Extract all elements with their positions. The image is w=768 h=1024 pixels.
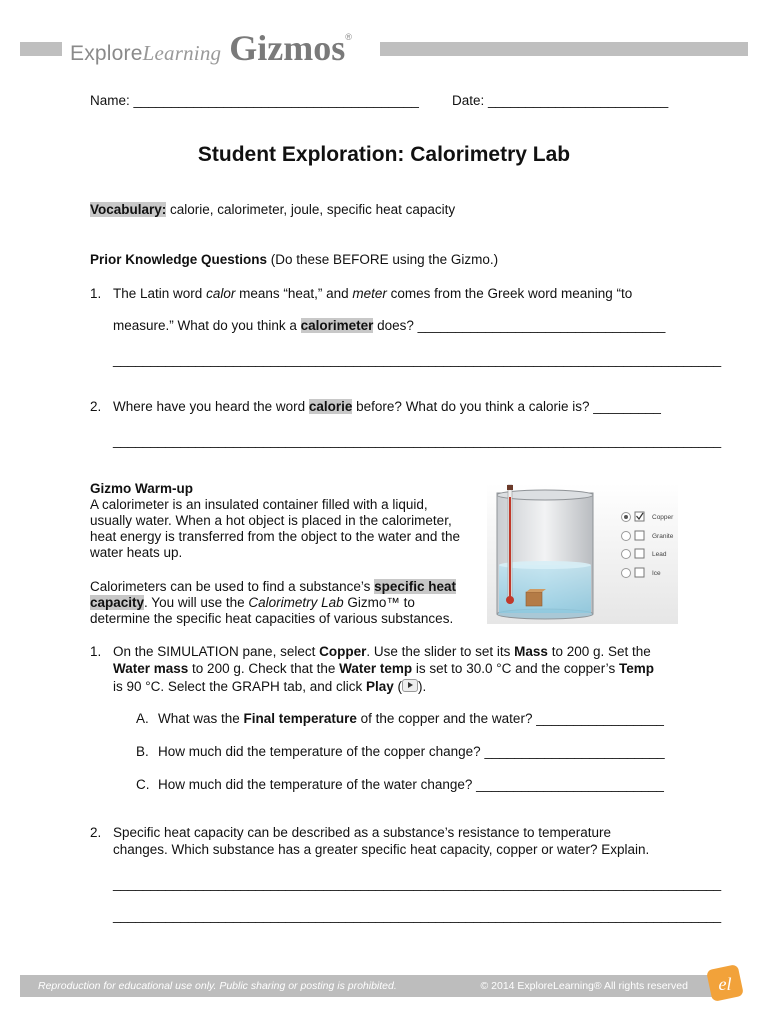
activity-q1c-label: C.: [136, 777, 150, 792]
option-ice: Ice: [652, 570, 661, 577]
prior-knowledge-note: (Do these BEFORE using the Gizmo.): [267, 252, 499, 267]
pk-q1-number: 1.: [90, 286, 102, 301]
svg-text:el: el: [718, 974, 732, 994]
footer-disclaimer: Reproduction for educational use only. Public sharing or posting is prohibited.: [38, 980, 397, 992]
date-label: Date:: [452, 93, 485, 108]
play-icon: [402, 679, 418, 692]
brand-gizmos: Gizmos: [229, 28, 346, 68]
activity-q2-line2: changes. Which substance has a greater specific heat capacity, copper or water? Explain.: [113, 842, 650, 857]
pk-q1-line2: measure.” What do you think a calorimeter does? _________________________________: [113, 318, 666, 333]
radio-granite: [622, 532, 631, 541]
brand-learning: Learning: [142, 41, 222, 65]
checkbox-ice: [635, 568, 644, 577]
brand-registered: ®: [345, 32, 352, 42]
activity-q1a-label: A.: [136, 711, 149, 726]
name-label: Name:: [90, 93, 130, 108]
activity-q1-line1: On the SIMULATION pane, select Copper. Use the slider to set its Mass to 200 g. Set the: [113, 644, 651, 659]
calorimeter-simulation-image: [487, 483, 678, 624]
header-bar-right: [380, 42, 748, 56]
activity-q1-number: 1.: [90, 644, 102, 659]
header-bar-left: [20, 42, 62, 56]
activity-q1c-text[interactable]: How much did the temperature of the water change? _________________________: [158, 777, 664, 792]
pk-q2-number: 2.: [90, 399, 102, 414]
brand-explore: Explore: [70, 42, 143, 65]
gizmos-logo: [70, 26, 352, 66]
warmup-paragraph-1: A calorimeter is an insulated container filled with a liquid, usually water. When a hot object is placed in the calorimeter, heat energy is transferred from the object to the water and the water heats up.: [90, 497, 460, 560]
radio-lead: [622, 550, 631, 559]
checkbox-lead: [635, 549, 644, 558]
date-line: ________________________: [488, 93, 669, 108]
activity-q1-line3: is 90 °C. Select the GRAPH tab, and click Play ( ).: [113, 679, 427, 694]
explorelearning-logo-icon: [704, 962, 746, 1004]
thermometer-mercury: [509, 497, 511, 597]
vocabulary-label: Vocabulary:: [90, 202, 167, 217]
footer-bar: [20, 975, 726, 997]
checkbox-granite: [635, 531, 644, 540]
pk-q2-line1: Where have you heard the word calorie before? What do you think a calorie is? _________: [113, 399, 661, 414]
activity-q1b-label: B.: [136, 744, 149, 759]
water-surface: [499, 561, 591, 569]
activity-q1b-text[interactable]: How much did the temperature of the copper change? ________________________: [158, 744, 665, 759]
activity-q2-number: 2.: [90, 825, 102, 840]
copper-block: [526, 592, 542, 606]
option-copper: Copper: [652, 514, 674, 521]
vocabulary-terms: calorie, calorimeter, joule, specific heat capacity: [166, 202, 456, 217]
pk-q1-line1: The Latin word calor means “heat,” and meter comes from the Greek word meaning “to: [113, 286, 633, 301]
warmup-heading: Gizmo Warm-up: [90, 481, 193, 496]
radio-ice: [622, 569, 631, 578]
term-specific-heat: specific heat: [374, 579, 456, 594]
activity-q2-answer-line-1[interactable]: _________________________________________________________________________________: [113, 876, 722, 891]
prior-knowledge-heading: [90, 252, 498, 268]
term-calorie: calorie: [308, 399, 353, 414]
term-capacity: capacity: [90, 595, 145, 610]
thermometer-cap: [507, 485, 513, 490]
warmup-paragraph-2: Calorimeters can be used to find a substance’s specific heat capacity. You will use the Calorimetry Lab Gizmo™ to determine the specific heat capacities of various substances.: [90, 579, 456, 626]
name-field[interactable]: [90, 93, 419, 109]
vocabulary-line: [90, 202, 455, 218]
pk-q1-answer-line[interactable]: _________________________________________________________________________________: [113, 352, 722, 367]
activity-q1-line2: Water mass to 200 g. Check that the Water temp is set to 30.0 °C and the copper’s Temp: [113, 661, 654, 676]
prior-knowledge-title: Prior Knowledge Questions: [90, 252, 268, 267]
activity-q2-line1: Specific heat capacity can be described as a substance’s resistance to temperature: [113, 825, 612, 840]
option-lead: Lead: [652, 551, 667, 558]
thermometer-bulb: [506, 596, 514, 604]
term-calorimeter: calorimeter: [300, 318, 374, 333]
footer-copyright: © 2014 ExploreLearning® All rights reserved: [480, 980, 688, 992]
activity-q2-answer-line-2[interactable]: _________________________________________________________________________________: [113, 908, 722, 923]
page-title: Student Exploration: Calorimetry Lab: [197, 143, 571, 166]
date-field[interactable]: [452, 93, 668, 109]
pk-q2-answer-line[interactable]: _________________________________________________________________________________: [113, 433, 722, 448]
activity-q1a-text[interactable]: What was the Final temperature of the copper and the water? _________________: [158, 711, 664, 726]
name-line: ______________________________________: [133, 93, 419, 108]
option-granite: Granite: [652, 533, 674, 540]
